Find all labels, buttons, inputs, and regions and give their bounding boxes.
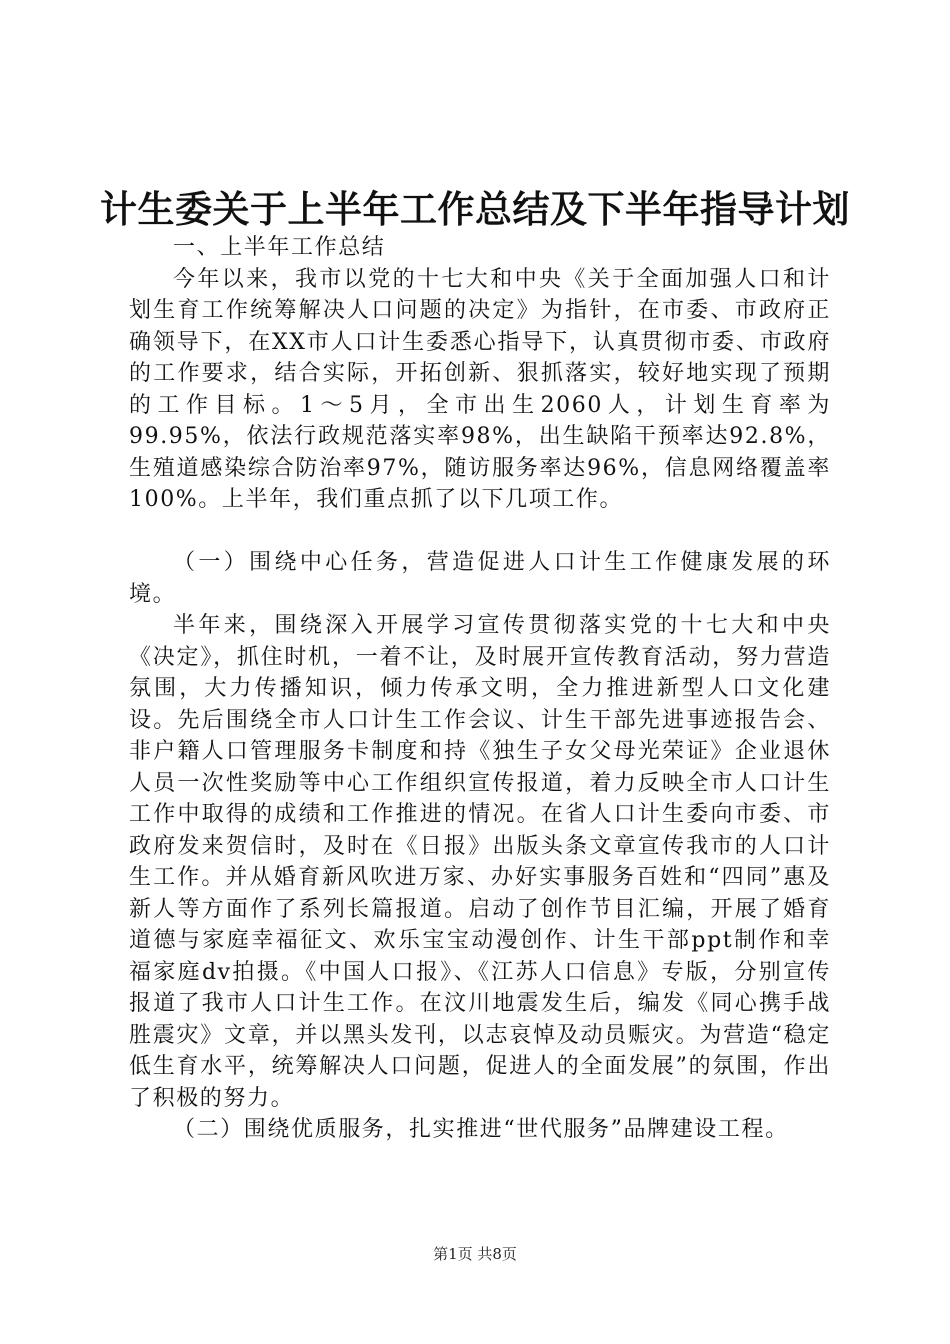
section-heading: 一、上半年工作总结: [173, 235, 386, 260]
body-paragraph: 半年来，围绕深入开展学习宣传贯彻落实党的十七大和中央《决定》，抓住时机，一着不让，及时展开宣传教育活动，努力营造氛围，大力传播知识，倾力传承文明，全力推进新型人口文化建设。先后围绕全市人口计生工作会议、计生干部先进事迹报告会、非户籍人口管理服务卡制度和持《独生子女父母光荣证》企业退休人员一次性奖励等中心工作组织宣传报道，着力反映全市人口计生工作中取得的成绩和工作推进的情况。在省人口计生委向市委、市政府发来贺信时，及时在《日报》出版头条文章宣传我市的人口计生工作。并从婚育新风吹进万家、办好实事服务百姓和“四同”惠及新人等方面作了系列长篇报道。启动了创作节目汇编，开展了婚育道德与家庭幸福征文、欢乐宝宝动漫创作、计生干部ppt制作和幸福家庭dv拍摄。《中国人口报》、《江苏人口信息》专版，分别宣传报道了我市人口计生工作。在汶川地震发生后，编发《同心携手战胜震灾》文章，并以黑头发刊，以志哀悼及动员赈灾。为营造“稳定低生育水平，统筹解决人口问题，促进人的全面发展”的氛围，作出了积极的努力。: [129, 613, 831, 1111]
body-paragraph: 今年以来，我市以党的十七大和中央《关于全面加强人口和计划生育工作统筹解决人口问题的决定》为指针，在市委、市政府正确领导下，在XX市人口计生委悉心指导下，认真贯彻市委、市政府的工作要求，结合实际，开拓创新、狠抓落实，较好地实现了预期的工作目标。1～5月，全市出生2060人，计划生育率为99.95%，依法行政规范落实率98%，出生缺陷干预率达92.8%，生殖道感染综合防治率97%，随访服务率达96%，信息网络覆盖率100%。上半年，我们重点抓了以下几项工作。: [129, 266, 831, 512]
subsection-heading: （一）围绕中心任务，营造促进人口计生工作健康发展的环境。: [129, 550, 831, 607]
document-body: [129, 232, 831, 1146]
subsection-heading: （二）围绕优质服务，扎实推进“世代服务”品牌建设工程。: [173, 1117, 789, 1142]
document-title: 计生委关于上半年工作总结及下半年指导计划: [100, 188, 850, 231]
page-footer: 第1页 共8页: [433, 1245, 517, 1263]
